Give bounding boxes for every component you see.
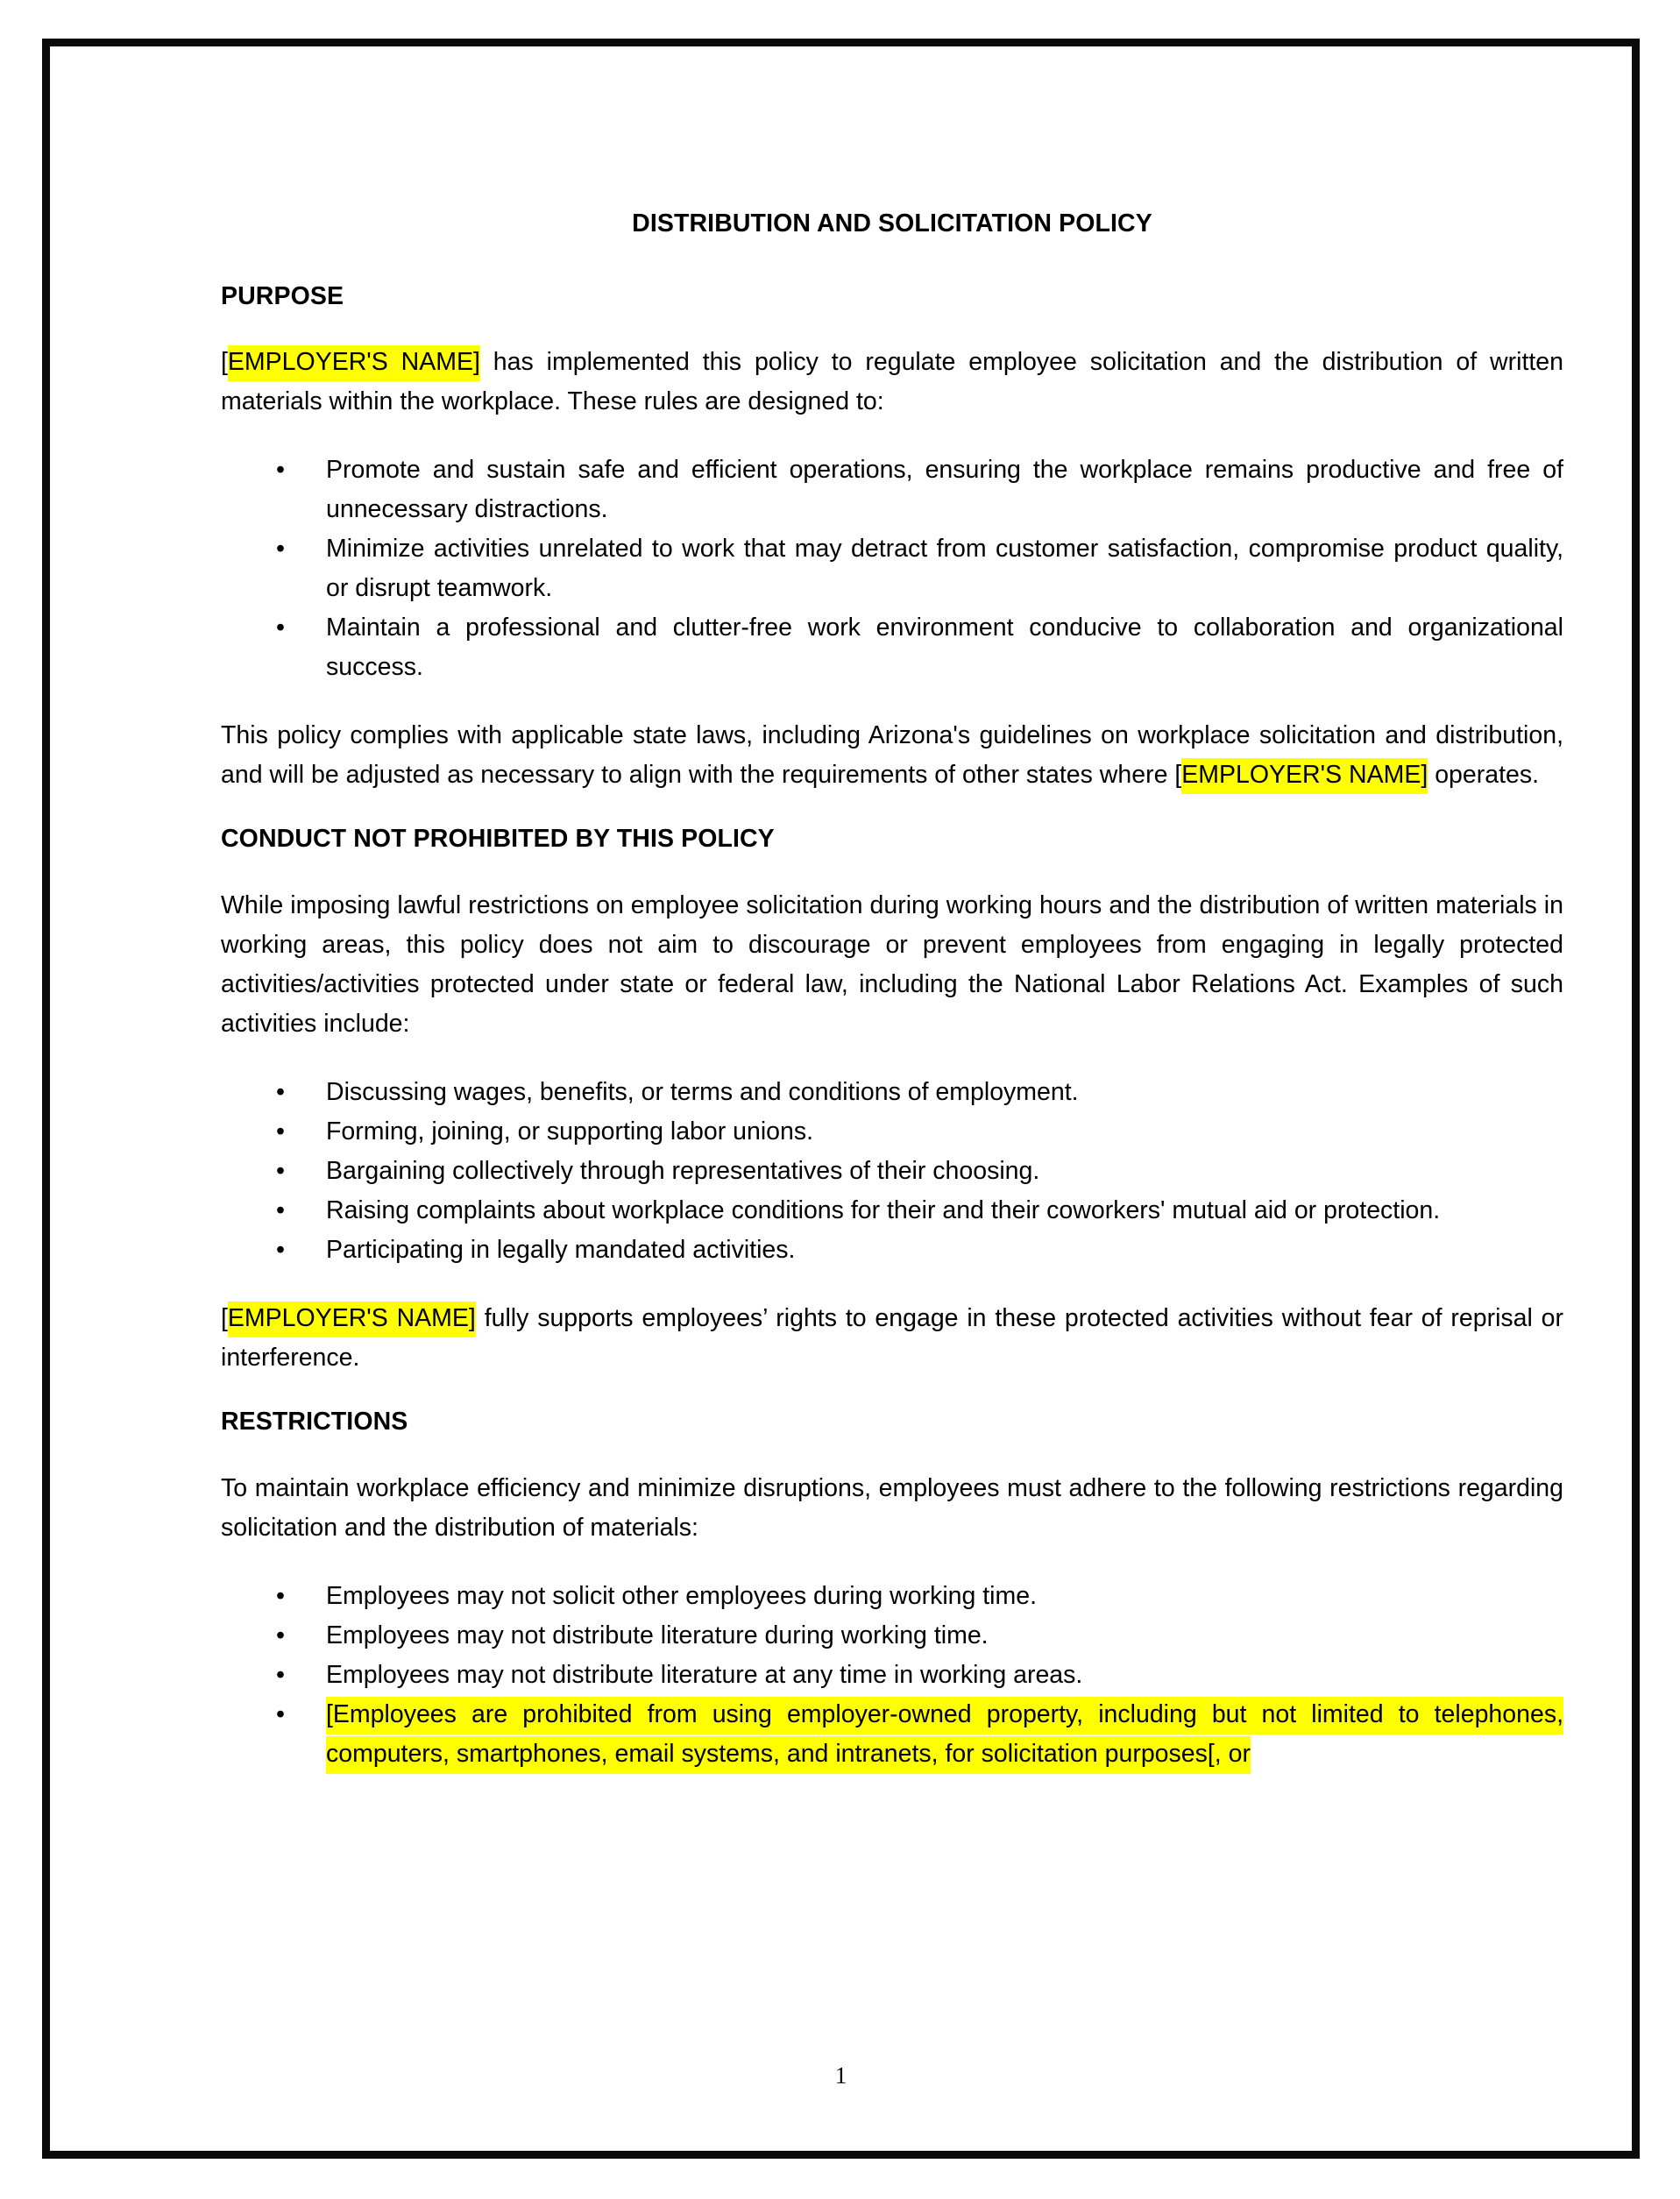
list-item — [221, 1656, 1563, 1695]
list-item — [221, 1191, 1563, 1231]
list-item-label: Promote and sustain safe and efficient operations, ensuring the workplace remains productive and free of unnecessary distractions. — [326, 456, 1563, 524]
employer-name-placeholder-highlight: EMPLOYER'S NAME] — [228, 345, 480, 381]
bracket-open-compliance: [ — [1174, 761, 1182, 790]
section-heading-conduct-not-prohibited: CONDUCT NOT PROHIBITED BY THIS POLICY — [221, 825, 775, 854]
bullet-icon: • — [276, 1660, 285, 1689]
purpose-compliance-paragraph — [221, 716, 1563, 795]
bullet-icon: • — [276, 1196, 285, 1225]
list-item-label: Raising complaints about workplace conditions for their and their coworkers' mutual aid or protection. — [326, 1196, 1441, 1225]
purpose-intro-text: has implemented this policy to regulate employee solicitation and the distribution of written materials within the workplace. These rules are designed to: — [221, 348, 1563, 416]
restrictions-paragraph: To maintain workplace efficiency and minimize disruptions, employees must adhere to the following restrictions regarding solicitation and the distribution of materials: — [221, 1473, 1563, 1542]
list-item-label: Employees may not distribute literature at any time in working areas. — [326, 1660, 1083, 1689]
conduct-bullet-list — [221, 1073, 1563, 1270]
bullet-icon: • — [276, 1236, 285, 1265]
list-item — [221, 450, 1563, 529]
bullet-icon: • — [276, 1078, 285, 1107]
conduct-support-paragraph — [221, 1299, 1563, 1378]
list-item — [221, 608, 1563, 687]
list-item-label: Employees may not distribute literature during working time. — [326, 1621, 989, 1649]
conduct-support-text: fully supports employees’ rights to engage in these protected activities without fear of reprisal or interference. — [221, 1304, 1564, 1373]
bullet-icon: • — [276, 1699, 285, 1728]
list-item-label: Participating in legally mandated activities. — [326, 1236, 796, 1265]
list-item-label: Discussing wages, benefits, or terms and conditions of employment. — [326, 1078, 1079, 1107]
bullet-icon: • — [276, 614, 285, 642]
bullet-icon: • — [276, 1581, 285, 1610]
list-item-label: [Employees are prohibited from using employer-owned property, including but not limited to telephones, computers, smartphones, email systems, and intranets, for solicitation purposes[, or — [326, 1697, 1563, 1774]
list-item — [221, 1073, 1563, 1112]
purpose-bullet-list — [221, 450, 1563, 687]
list-item-label: Employees may not solicit other employees during working time. — [326, 1581, 1038, 1610]
conduct-paragraph: While imposing lawful restrictions on employee solicitation during working hours and the distribution of written materials in working areas, this policy does not aim to discourage or prevent employees from engaging in legally protected activities/activities protected under state or federal law, including the National Labor Relations Act. Examples of such activities include: — [221, 891, 1563, 1039]
list-item-label: Forming, joining, or supporting labor unions. — [326, 1117, 814, 1146]
list-item-label: Minimize activities unrelated to work that may detract from customer satisfaction, compromise product quality, or disrupt teamwork. — [326, 535, 1563, 603]
employer-name-placeholder-highlight: EMPLOYER'S NAME] — [228, 1302, 476, 1337]
list-item — [221, 1112, 1563, 1152]
employer-name-placeholder-highlight: EMPLOYER'S NAME] — [1181, 758, 1428, 794]
purpose-intro-paragraph — [221, 343, 1563, 422]
compliance-tail-text: operates. — [1428, 761, 1540, 790]
list-item — [221, 529, 1563, 608]
list-item-label: Maintain a professional and clutter-free work environment conducive to collaboration and organizational success. — [326, 614, 1563, 682]
compliance-lead-text: This policy complies with applicable state laws, including Arizona's guidelines on workplace solicitation and distribution, and will be adjusted as necessary to align with the requirements of other states where — [221, 721, 1563, 790]
list-item — [221, 1152, 1563, 1191]
bullet-icon: • — [276, 1117, 285, 1146]
section-heading-purpose: PURPOSE — [221, 281, 344, 310]
section-heading-restrictions: RESTRICTIONS — [221, 1408, 408, 1436]
bullet-icon: • — [276, 1621, 285, 1649]
bracket-open-support: [ — [221, 1304, 228, 1333]
page-border-frame — [42, 39, 1640, 2159]
list-item — [221, 1577, 1563, 1616]
page-number: 1 — [834, 2062, 847, 2089]
bullet-icon: • — [276, 535, 285, 564]
bracket-open-purpose: [ — [221, 348, 228, 377]
bullet-icon: • — [276, 1157, 285, 1186]
bullet-icon: • — [276, 456, 285, 485]
page-title: DISTRIBUTION AND SOLICITATION POLICY — [632, 209, 1152, 238]
list-item-label: Bargaining collectively through representatives of their choosing. — [326, 1157, 1040, 1186]
list-item-highlighted — [221, 1695, 1563, 1774]
list-item — [221, 1616, 1563, 1656]
restrictions-bullet-list — [221, 1577, 1563, 1774]
list-item — [221, 1231, 1563, 1270]
document-body — [221, 209, 1563, 1803]
